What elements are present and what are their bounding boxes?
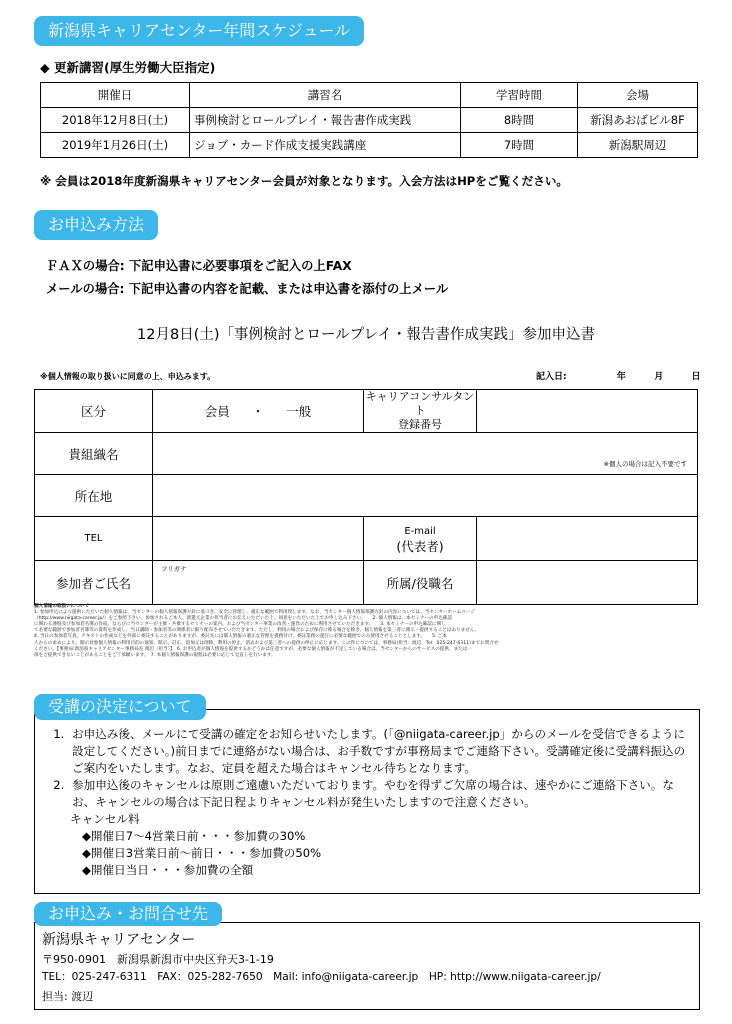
privacy-line: ください。【事務局:新潟県キャリアセンター事務局長 渡辺（担当）】 6. お申込者が個人情報を提供するかどうかは任意ですが、必要な個人情報が不足している場合は、当センターからのサービスの提供、または一 (34, 646, 472, 652)
org-label: 貴組織名 (35, 433, 153, 475)
entry-date-month: 月 (654, 372, 664, 382)
header-course: 講習名 (190, 83, 461, 108)
cancel-fee-line: ◆開催日3営業日前～前日・・・参加費の50% (82, 846, 322, 860)
table-row (41, 108, 698, 133)
position-label: 所属/役職名 (364, 561, 477, 605)
cell-venue: 新潟あおばビル8F (578, 108, 698, 133)
kubun-options[interactable] (153, 390, 364, 433)
org-note: ※個人の場合は記入不要です (603, 460, 687, 468)
tel-field[interactable] (153, 517, 364, 561)
entry-date-label: 記入日: (536, 372, 567, 382)
schedule-banner: 新潟県キャリアセンター年間スケジュール (34, 16, 364, 46)
email-label-line2: (代表者) (396, 538, 444, 554)
application-form (34, 389, 698, 605)
consultant-number-label (364, 390, 477, 433)
cancel-fee-line: ◆開催日7～4営業日前・・・参加費の30% (82, 829, 306, 843)
consultant-label-line2: 登録番号 (398, 418, 442, 431)
cell-course: 事例検討とロールプレイ・報告書作成実践 (190, 108, 461, 133)
address-field[interactable] (153, 475, 698, 517)
privacy-line: て必要な範囲で参加者名簿等の資料を作成し、当日講師・参加者等の関係者に限り配布させていただきます。ただし、利用の場合および保存に係る場合を除き、個人情報を第三者に開示・提供することはありません。 (34, 628, 480, 634)
header-hours: 学習時間 (461, 83, 578, 108)
member-option[interactable]: 会員 (204, 404, 230, 419)
email-label-line1: E-mail (404, 525, 436, 537)
fax-instruction: ＦＡＸの場合: 下記申込書に必要事項をご記入の上FAX (46, 259, 352, 273)
general-option[interactable]: 一般 (286, 404, 312, 419)
mail-instruction: メールの場合: 下記申込書の内容を記載、または申込書を添付の上メール (46, 282, 449, 296)
privacy-line: 1. 参加申込により提供いただいた個人情報は、当センターの個人情報保護方針に基づき、安全に管理し、適正な範囲で利用致します。なお、当センター個人情報保護方針の内容については、当センターホームページ (34, 610, 475, 616)
entry-date (536, 369, 701, 382)
furigana-label: フリガナ (161, 565, 187, 573)
section-title: ◆ 更新講習(厚生労働大臣指定) (40, 60, 216, 75)
privacy-title: 個人情報の取扱いについて (34, 604, 90, 609)
email-field[interactable] (477, 517, 698, 561)
schedule-table (40, 82, 698, 158)
decision-item: 1. お申込み後、メールにて受講の確定をお知らせいたします。(「@niigata-career.jp」からのメールを受信できるように設定してください。)前日までに連絡がない場合は、お手数ですが事務局までご連絡下さい。受講確定後に受講料振込のご案内をいたします。なお、定員を超えた場合はキャンセル待ちとなります。 (68, 726, 688, 777)
privacy-line: 部をご提供できないことがあることをご了承願います。 7. 本個人情報保護の規程は必要に応じて見直しを行います。 (34, 652, 276, 658)
consultant-number-field[interactable] (477, 390, 698, 433)
contact-person: 担当: 渡辺 (42, 990, 94, 1003)
decision-item: 2. 参加申込後のキャンセルは原則ご遠慮いただいております。やむを得ずご欠席の場合は、速やかにご連絡下さい。なお、キャンセルの場合は下記日程よりキャンセル料が発生いたしますので注意ください。 (68, 777, 688, 811)
table-row (41, 133, 698, 158)
decision-banner: 受講の決定について (34, 694, 206, 720)
cancel-fee-line: ◆開催日当日・・・参加費の全額 (82, 863, 254, 877)
separator-dot: ・ (251, 404, 265, 419)
cell-venue: 新潟駅周辺 (578, 133, 698, 158)
org-field[interactable] (153, 433, 698, 475)
consent-note: ※個人情報の取り扱いに同意の上、申込みます。 (40, 372, 216, 381)
contact-org: 新潟県キャリアセンター (42, 932, 196, 948)
entry-date-year: 年 (616, 372, 626, 382)
decision-content (40, 726, 688, 879)
cell-course: ジョブ・カード作成支援実践講座 (190, 133, 461, 158)
header-date: 開催日 (41, 83, 190, 108)
contact-banner: お申込み・お問合せ先 (34, 902, 222, 926)
cell-date: 2019年1月26日(土) (41, 133, 190, 158)
privacy-notice (34, 604, 698, 659)
privacy-line: 人からの求めにより、開示対象個人情報の利用目的の通知、開示、訂正、追加又は削除、利用の停止、消去および第三者への提供の停止に応じます。この件については、事務局(担当：渡辺 Tel 025-247-6311)までお問合せ (34, 640, 499, 646)
privacy-line: 4. 当日の参加者写真、テキストの作成などを外部に委託することがありますが、委託先には個人情報の適正な管理を義務付け、委託業務の遂行に必要な範囲でのみ使用させることとします。 5. ご本 (34, 634, 448, 640)
email-label (364, 517, 477, 561)
cell-date: 2018年12月8日(土) (41, 108, 190, 133)
privacy-line: （http://www.niigata-career.jp/）をご参照下さい。参加されるご本人、派遣元企業の担当者にお伝えいただいた上、同意をいただいた上でお申し込み下さい。 2. 個人情報は、本セミナーの申込確認 (34, 616, 452, 622)
header-venue: 会場 (578, 83, 698, 108)
contact-address: 〒950-0901 新潟県新潟市中央区弁天3-1-19 (42, 953, 274, 966)
cell-hours: 8時間 (461, 108, 578, 133)
form-title: 12月8日(土)「事例検討とロールプレイ・報告書作成実践」参加申込書 (137, 327, 595, 343)
privacy-line: に関わる連絡及び参加者名簿の作成、ならびに当センターが主催・共催するセミナーの案内、および当センター事業の改善・運営のために利用させていただきます。 3. 本セミナーの申込確認に関し (34, 622, 446, 628)
member-note: ※ 会員は2018年度新潟県キャリアセンター会員が対象となります。入会方法はHPをご覧ください。 (40, 174, 569, 188)
tel-label: TEL (35, 517, 153, 561)
participant-name-field[interactable] (153, 561, 364, 605)
consultant-label-line1: キャリアコンサルタント (365, 390, 475, 417)
apply-banner: お申込み方法 (34, 210, 158, 240)
kubun-label: 区分 (35, 390, 153, 433)
cancel-fee-title: キャンセル料 (70, 812, 140, 826)
position-field[interactable] (477, 561, 698, 605)
address-label: 所在地 (35, 475, 153, 517)
entry-date-day: 日 (691, 372, 701, 382)
table-header-row (41, 83, 698, 108)
cell-hours: 7時間 (461, 133, 578, 158)
participant-name-label: 参加者ご氏名 (35, 561, 153, 605)
contact-phones: TEL：025-247-6311 FAX：025-282-7650 Mail: info@niigata-career.jp HP: http://www.niigata-career.jp/ (42, 971, 601, 983)
